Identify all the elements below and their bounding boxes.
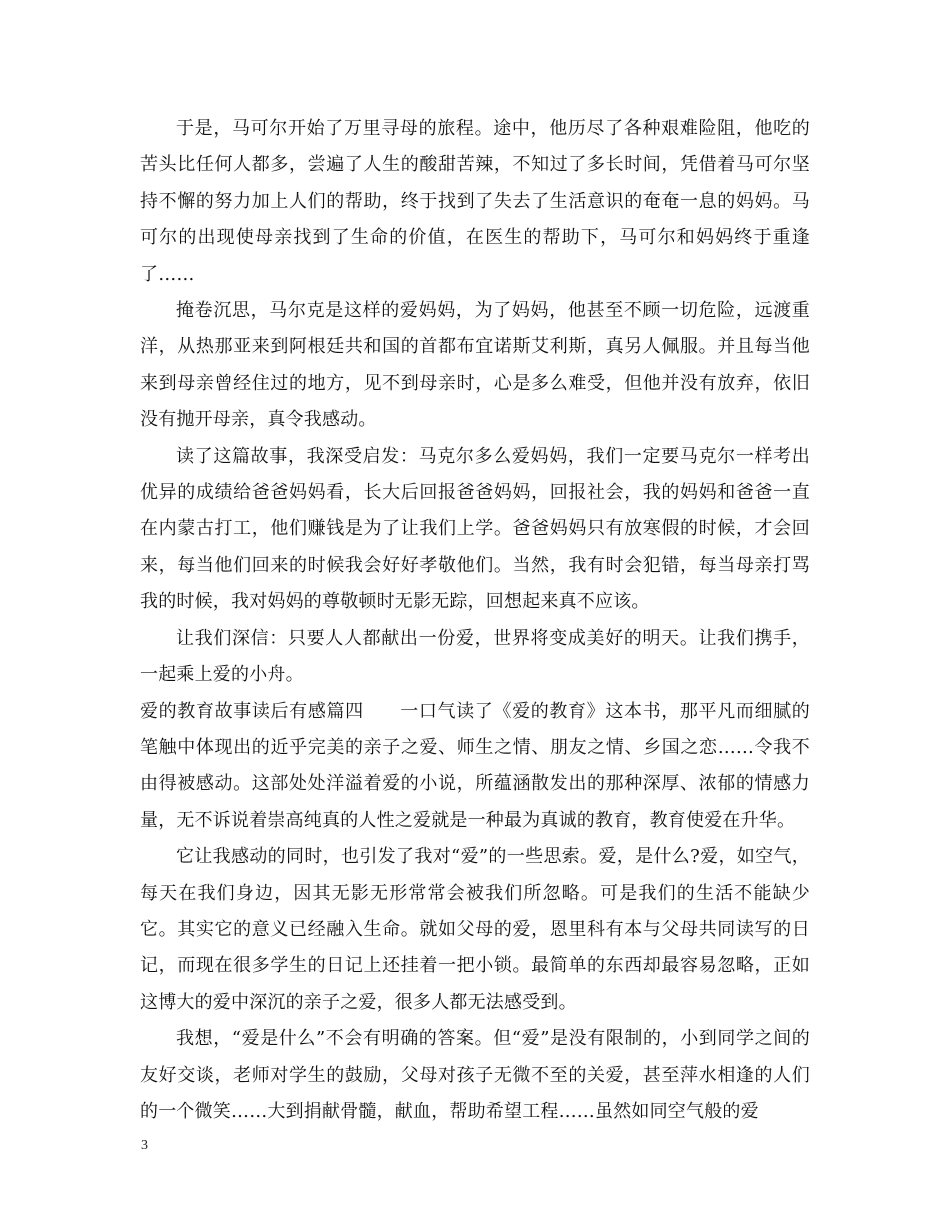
page-number: 3: [141, 1138, 148, 1153]
section-first-paragraph: 一口气读了《爱的教育》这本书，那平凡而细腻的笔触中体现出的近乎完美的亲子之爱、师生之情、朋友之情、乡国之恋……令我不由得被感动。这部处处洋溢着爱的小说，所蕴涵散发出的那种深厚、浓郁的情感力量，无不诉说着崇高纯真的人性之爱就是一种最为真诚的教育，教育使爱在升华。: [140, 700, 810, 831]
paragraph-2: 掩卷沉思，马尔克是这样的爱妈妈，为了妈妈，他甚至不顾一切危险，远渡重洋，从热那亚来到阿根廷共和国的首都布宜诺斯艾利斯，真另人佩服。并且每当他来到母亲曾经住过的地方，见不到母亲时，心是多么难受，但他并没有放弃，依旧没有抛开母亲，真令我感动。: [140, 300, 810, 431]
paragraph-7: 我想，“爱是什么”不会有明确的答案。但“爱”是没有限制的，小到同学之间的友好交谈，老师对学生的鼓励，父母对孩子无微不至的关爱，甚至萍水相逢的人们的一个微笑……大到捐献骨髓，献血，帮助希望工程……虽然如同空气般的爱: [140, 1028, 810, 1122]
paragraph-3: 读了这篇故事，我深受启发：马克尔多么爱妈妈，我们一定要马克尔一样考出优异的成绩给爸爸妈妈看，长大后回报爸爸妈妈，回报社会，我的妈妈和爸爸一直在内蒙古打工，他们赚钱是为了让我们上学。爸爸妈妈只有放寒假的时候，才会回来，每当他们回来的时候我会好好孝敬他们。当然，我有时会犯错，每当母亲打骂我的时候，我对妈妈的尊敬顿时无影无踪，回想起来真不应该。: [140, 445, 810, 613]
paragraph-4: 让我们深信：只要人人都献出一份爱，世界将变成美好的明天。让我们携手，一起乘上爱的小舟。: [140, 627, 810, 686]
paragraph-6: 它让我感动的同时，也引发了我对“爱”的一些思索。爱，是什么?爱，如空气，每天在我们身边，因其无影无形常常会被我们所忽略。可是我们的生活不能缺少它。其实它的意义已经融入生命。就如父母的爱，恩里科有本与父母共同读写的日记，而现在很多学生的日记上还挂着一把小锁。最简单的东西却最容易忽略，正如这博大的爱中深沉的亲子之爱，很多人都无法感受到。: [140, 846, 810, 1013]
document-page: [140, 111, 810, 1130]
paragraph-1: 于是，马可尔开始了万里寻母的旅程。途中，他历尽了各种艰难险阻，他吃的苦头比任何人都多，尝遍了人生的酸甜苦辣，不知过了多长时间，凭借着马可尔坚持不懈的努力加上人们的帮助，终于找到了失去了生活意识的奄奄一息的妈妈。马可尔的出现使母亲找到了生命的价值，在医生的帮助下，马可尔和妈妈终于重逢了……: [140, 118, 810, 285]
section-paragraph: [140, 694, 810, 840]
section-heading: 爱的教育故事读后有感篇四: [140, 700, 364, 722]
